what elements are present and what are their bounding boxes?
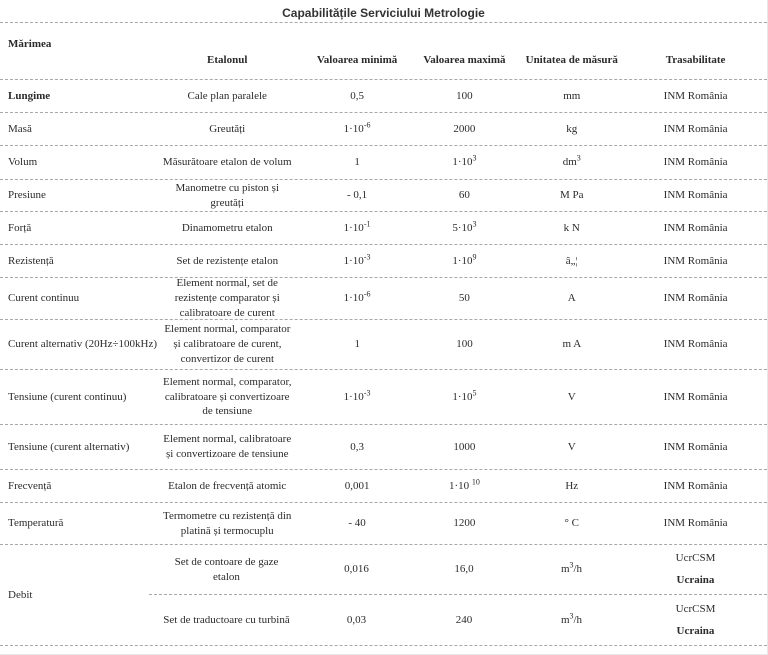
cell-tras: INM România (663, 89, 728, 102)
cell-tras: INM România (663, 122, 728, 135)
cell-min: 0,5 (350, 89, 364, 102)
debit-subrow (149, 545, 767, 595)
cell-etalon: Etalon de frecvență atomic (168, 479, 287, 492)
cell-tras: INM România (663, 440, 728, 453)
cell-min: 1 (354, 156, 360, 169)
cell-unit: $m^3/h$ (560, 610, 583, 626)
cell-etalon: Set de traductoare cu turbină (163, 613, 290, 626)
cell-marime: Forță (8, 221, 32, 234)
cell-max: 100 (456, 338, 473, 351)
cell-max: $1\cdot 10^3$ (452, 153, 477, 169)
cell-unit: m A (562, 338, 582, 351)
cell-min: - 40 (348, 517, 366, 530)
cell-max: 1·10 $^{10}$ (448, 476, 480, 492)
cell-tras: UcrCSM Ucraina (675, 552, 716, 586)
cell-unit: $m^3/h$ (560, 560, 583, 576)
cell-unit: kg (566, 122, 578, 135)
cell-marime: Masă (8, 122, 32, 135)
cell-tras: UcrCSM Ucraina (675, 602, 716, 637)
cell-marime: Frecvență (8, 479, 52, 492)
cell-min: 0,3 (350, 440, 364, 453)
cell-min: $1\cdot 10^{-3}$ (343, 387, 371, 403)
cell-tras: INM România (663, 338, 728, 351)
table-row (0, 245, 767, 278)
cell-marime: Volum (8, 156, 38, 169)
table-row (0, 320, 767, 370)
cell-marime: Debit (8, 588, 33, 601)
cell-max: 60 (458, 189, 470, 202)
cell-marime: Presiune (8, 189, 46, 202)
cell-marime: Curent alternativ (20Hz÷100kHz) (8, 338, 157, 351)
cell-etalon: Set de contoare de gaze etalon (174, 555, 279, 583)
debit-subrows (149, 545, 767, 645)
table-row (0, 503, 767, 545)
cell-tras: INM România (663, 254, 728, 267)
cell-unit: ° C (564, 517, 580, 530)
cell-etalon: Element normal, calibratoare și convertizoare de tensiune (163, 433, 292, 460)
cell-min: - 0,1 (346, 189, 368, 202)
cell-marime: Temperatură (8, 517, 64, 530)
cell-max: 240 (455, 613, 473, 626)
table-row (0, 278, 767, 320)
cell-min: 1 (354, 338, 360, 351)
cell-min: $1\cdot 10^{-3}$ (343, 251, 371, 267)
table-row (0, 370, 767, 425)
cell-max: $1\cdot 10^9$ (452, 251, 477, 267)
cell-unit: mm (563, 89, 581, 102)
cell-etalon: Element normal, comparator și calibratoare de curent, convertizor de curent (164, 323, 291, 365)
cell-unit: M Pa (560, 189, 584, 202)
cell-tras: INM România (663, 517, 728, 530)
header-cell-valoarea-maxima: Valoarea maximă (423, 54, 506, 67)
cell-max: $5\cdot 10^3$ (452, 218, 477, 234)
cell-min: $1\cdot 10^{-6}$ (343, 119, 371, 135)
cell-tras: INM România (663, 189, 728, 202)
cell-marime: Lungime (8, 89, 51, 102)
cell-tras: INM România (663, 156, 728, 169)
cell-unit: V (567, 390, 576, 403)
table-row (0, 146, 767, 180)
cell-max: 2000 (453, 122, 476, 135)
cell-min: 0,001 (344, 479, 370, 492)
cell-max: 1200 (453, 517, 476, 530)
cell-min: $1\cdot 10^{-1}$ (343, 218, 371, 234)
cell-marime: Rezistență (8, 254, 54, 267)
table-row (0, 212, 767, 245)
cell-max: 1000 (453, 440, 476, 453)
page-title: Capabilitățile Serviciului Metrologie (282, 6, 485, 20)
cell-unit: â„¦ (565, 254, 578, 267)
cell-min: $1\cdot 10^{-6}$ (343, 289, 371, 305)
cell-min: 0,03 (346, 613, 367, 626)
table-row (0, 425, 767, 470)
cell-marime: Tensiune (curent continuu) (8, 390, 127, 403)
cell-etalon: Cale plan paralele (187, 89, 267, 102)
cell-etalon: Greutăți (209, 122, 246, 135)
header-cell-valoarea-minima: Valoarea minimă (316, 54, 398, 67)
header-cell-marimea: Mărimea (8, 38, 52, 50)
debit-subrow (149, 595, 767, 645)
cell-unit: $dm^3$ (562, 153, 581, 169)
header-cell-unitatea: Unitatea de măsură (525, 54, 618, 67)
cell-marime: Curent continuu (8, 292, 80, 305)
cell-unit: Hz (565, 479, 579, 492)
cell-etalon: Element normal, comparator, calibratoare și convertizoare de tensiune (162, 375, 292, 418)
cell-unit: A (567, 292, 576, 305)
cell-etalon: Set de rezistențe etalon (176, 254, 279, 267)
cell-etalon: Termometre cu rezistență din platină și termocuplu (163, 509, 292, 537)
cell-max: $1\cdot 10^5$ (452, 387, 477, 403)
cell-etalon: Dinamometru etalon (181, 221, 273, 234)
table-row (0, 180, 767, 212)
metrology-table (0, 22, 767, 646)
table-row (0, 80, 767, 113)
cell-etalon: Măsurătoare etalon de volum (162, 156, 292, 169)
cell-tras: INM România (663, 479, 728, 492)
table-row (0, 470, 767, 503)
cell-tras: INM România (663, 390, 728, 403)
cell-etalon: Element normal, set de rezistențe comparator și calibratoare de curent (174, 277, 280, 319)
cell-max: 100 (456, 89, 473, 102)
cell-marime: Tensiune (curent alternativ) (8, 440, 130, 453)
cell-max: 16,0 (454, 563, 474, 576)
cell-unit: V (567, 440, 576, 453)
cell-etalon: Manometre cu piston și greutăți (175, 181, 280, 209)
table-row (0, 113, 767, 146)
cell-tras: INM România (663, 292, 728, 305)
header-cell-trasabilitate: Trasabilitate (665, 54, 726, 67)
cell-unit: k N (563, 221, 580, 234)
debit-row-group (0, 545, 767, 646)
cell-tras: INM România (663, 221, 728, 234)
table-header-row (0, 22, 767, 80)
cell-min: 0,016 (344, 563, 369, 576)
header-cell-etalonul: Etalonul (207, 54, 248, 67)
cell-max: 50 (458, 292, 470, 305)
